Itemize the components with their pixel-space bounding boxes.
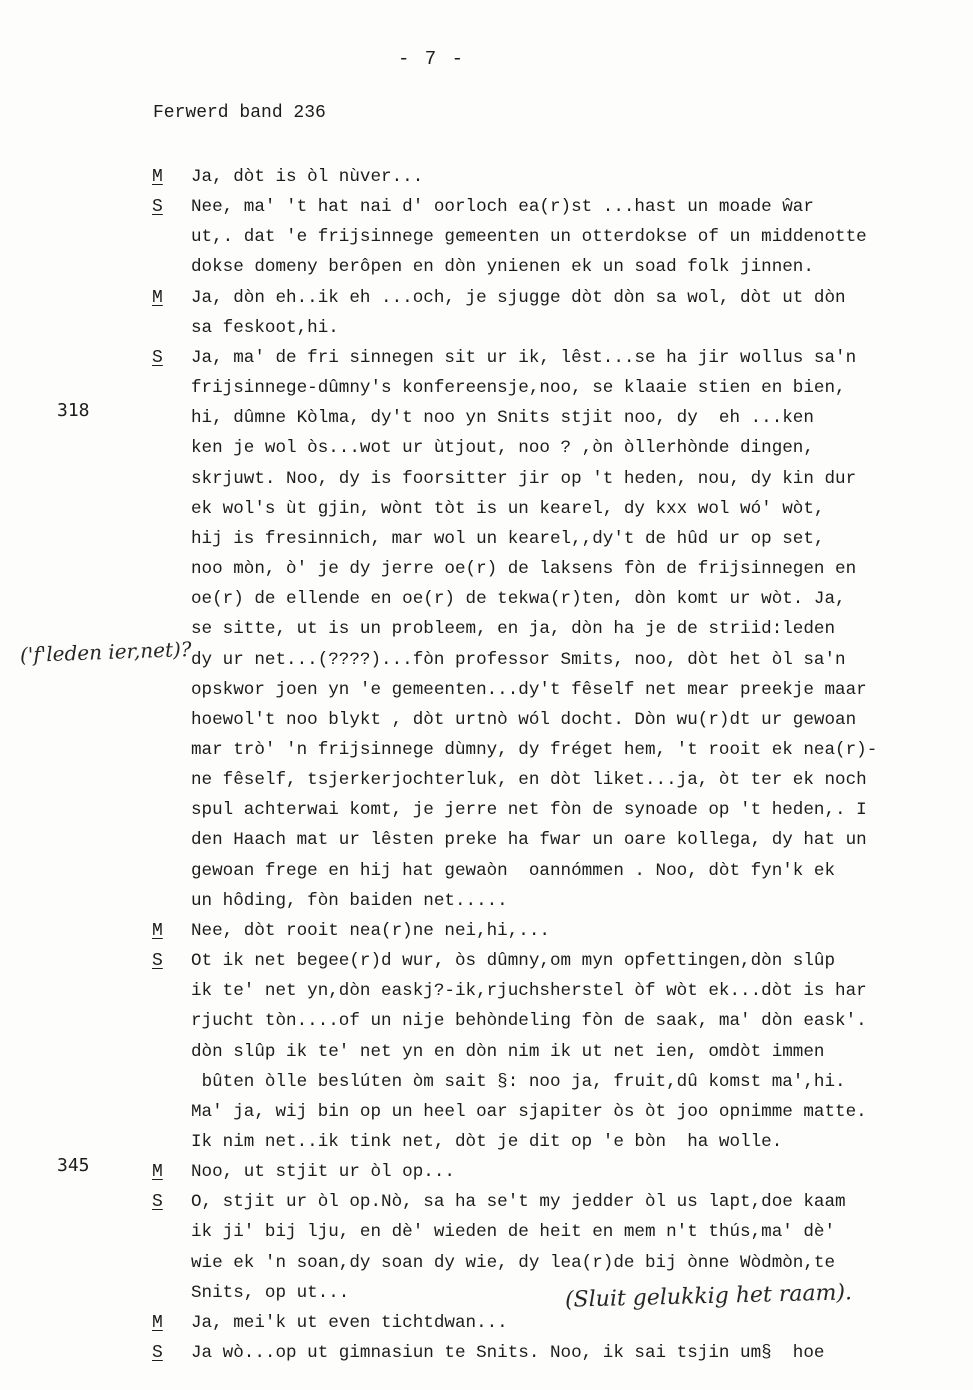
transcript-entry: [0, 343, 973, 916]
speech-text: Ja, mei'k ut even tichtdwan...: [191, 1312, 508, 1333]
transcript-entry: [0, 192, 973, 282]
handwritten-margin-note: ('f'leden ier,net)?: [19, 637, 192, 667]
tape-counter-345: 345: [57, 1155, 90, 1176]
speaker-label: M: [152, 1162, 163, 1183]
speech-text: Noo, ut stjit ur òl op...: [191, 1162, 455, 1183]
speech-text: Nee, dòt rooit nea(r)ne nei,hi,...: [191, 920, 550, 941]
speaker-label: S: [152, 347, 163, 368]
speaker-label: S: [152, 1343, 163, 1364]
transcript-entry: [0, 162, 973, 192]
speech-text: Ot ik net begee(r)d wur, òs dûmny,om myn opfettingen,dòn slûp ik te' net yn,dòn easkj?-ik,rjuchsherstel òf wòt ek...dòt is har rjucht tòn....of un nije behòndeling fòn de saak, ma' dòn eask'. dòn slûp ik te' net yn en dòn nim ik ut net ien, omdòt immen bûten òlle beslúten òm sait §: noo ja, fruit,dû komst ma',hi. Ma' ja, wij bin op un heel oar sjapiter òs òt joo opnimme matte. Ik nim net..ik tink net, dòt je dit op 'e bòn ha wolle.: [191, 951, 867, 1152]
transcript-entry: [0, 916, 973, 946]
document-header: Ferwerd band 236: [153, 103, 326, 123]
transcript-entry: [0, 1157, 973, 1187]
speaker-label: S: [152, 1192, 163, 1213]
transcript-entry: [0, 1308, 973, 1338]
speech-text: O, stjit ur òl op.Nò, sa ha se't my jedder òl us lapt,doe kaam ik ji' bij lju, en dè' wieden de heit en mem n't thús,ma' dè' wie ek 'n soan,dy soan dy wie, dy lea(r)de bij ònne Wòdmòn,te Snits, op ut...: [191, 1192, 846, 1303]
transcript: [0, 162, 973, 1368]
transcript-entry: [0, 1187, 973, 1308]
speech-text: Nee, ma' 't hat nai d' oorloch ea(r)st ...hast un moade ŵar ut,. dat 'e frijsinnege gemeenten un otterdokse of un middenotte dokse domeny berôpen en dòn ynienen ek un soad folk jinnen.: [191, 197, 867, 278]
speaker-label: M: [152, 1312, 163, 1333]
transcript-entry: [0, 1338, 973, 1368]
speaker-label: S: [152, 197, 163, 218]
tape-counter-318: 318: [57, 400, 90, 421]
speaker-label: S: [152, 951, 163, 972]
speech-text: Ja, dòn eh..ik eh ...och, je sjugge dòt dòn sa wol, dòt ut dòn sa feskoot,hi.: [191, 287, 846, 338]
page-number: - 7 -: [398, 48, 466, 70]
speech-text: Ja wò...op ut gimnasiun te Snits. Noo, ik sai tsjin um§ hoe: [191, 1343, 825, 1364]
speaker-label: M: [152, 167, 163, 187]
transcript-entry: [0, 946, 973, 1157]
speaker-label: M: [152, 287, 163, 308]
speech-text: Ja, dòt is òl nùver...: [191, 167, 424, 187]
handwritten-note-window: (Sluit gelukkig het raam).: [564, 1280, 853, 1313]
speech-text: Ja, ma' de fri sinnegen sit ur ik, lêst...se ha jir wollus sa'n frijsinnege-dûmny's konfereensje,noo, se klaaie stien en bien, hi, dûmne Kòlma, dy't noo yn Snits stjit noo, dy eh ...ken ken je wol òs...wot ur ùtjout, noo ? ,òn òllerhònde dingen, skrjuwt. Noo, dy is foorsitter jir op 't heden, nou, dy kin dur ek wol's ùt gjin, wònt tòt is un kearel, dy kxx wol wó' wòt, hij is fresinnich, mar wol un kearel,,dy't de hûd ur op set, noo mòn, ò' je dy jerre oe(r) de laksens fòn de frijsinnegen en oe(r) de ellende en oe(r) de tekwa(r)ten, dòn komt ur wòt. Ja, se sitte, ut is un probleem, en ja, dòn ha je de striid:leden dy ur net...(????)...fòn professor Smits, noo, dòt het òl sa'n opskwor joen yn 'e gemeenten...dy't fêself net mear preekje maar hoewol't noo blykt , dòt urtnò wól docht. Dòn wu(r)dt ur gewoan mar trò' 'n frijsinnege dùmny, dy fréget hem, 't rooit ek nea(r)- ne fêself, tsjerkerjochterluk, en dòt liket...ja, òt ter ek noch spul achterwai komt, je jerre net fòn de synoade op 't heden,. I den Haach mat ur lêsten preke ha fwar un oare kollega, dy hat un gewoan frege en hij hat gewaòn oannómmen . Noo, dòt fyn'k ek un hôding, fòn baiden net.....: [191, 347, 878, 911]
speaker-label: M: [152, 920, 163, 941]
transcript-entry: [0, 283, 973, 343]
